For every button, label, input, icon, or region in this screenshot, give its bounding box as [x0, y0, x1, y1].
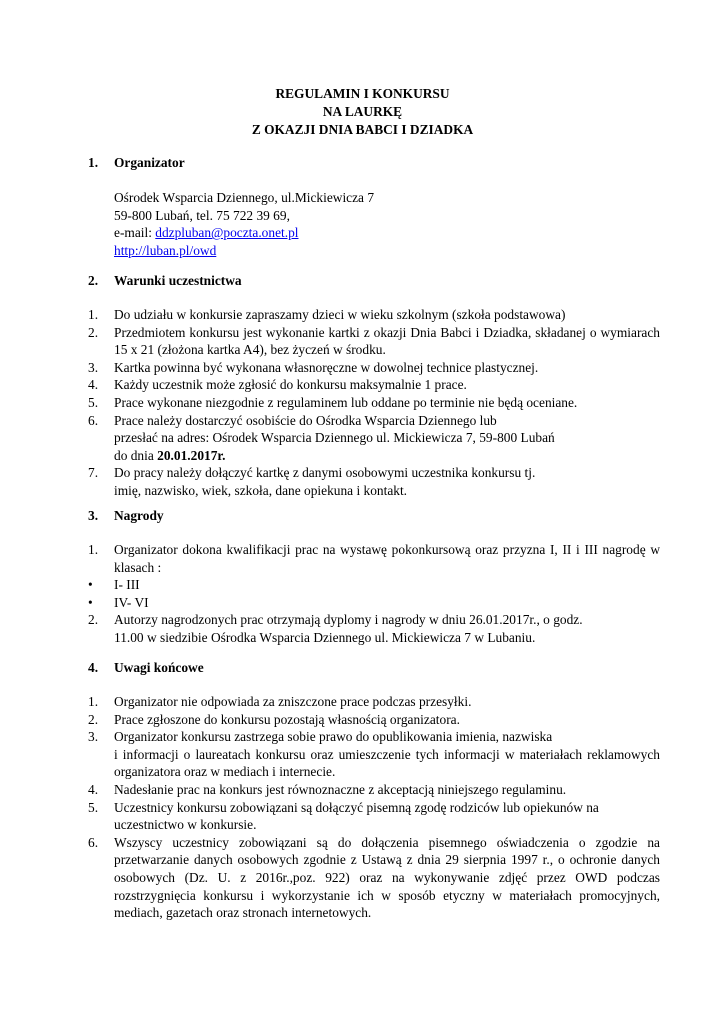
deadline-date: 20.01.2017r.	[157, 447, 226, 463]
section-title: Warunki uczestnictwa	[114, 273, 242, 288]
website-link[interactable]: http://luban.pl/owd	[114, 242, 217, 258]
list-item: 6. Prace należy dostarczyć osobiście do Ośrodka Wsparcia Dziennego lub przesłać na adres: Ośrodek Wsparcia Dziennego ul. Mickiewicza 7, 59-800 Lubań do dnia 20.01.2017r.	[88, 412, 660, 465]
list-item: 5. Prace wykonane niezgodnie z regulaminem lub oddane po terminie nie będą oceniane.	[88, 394, 578, 410]
prizes-list	[88, 541, 660, 647]
doc-title-line-1: REGULAMIN I KONKURSU	[275, 86, 450, 101]
section-warunki-heading	[88, 272, 660, 290]
email-label: e-mail:	[114, 225, 156, 241]
section-nagrody-heading	[88, 507, 660, 525]
section-organizator-heading	[88, 154, 660, 172]
list-item: 3. Kartka powinna być wykonana własnoręczne w dowolnej technice plastycznej.	[88, 359, 539, 375]
bullet-icon: •	[88, 594, 93, 610]
email-link[interactable]: ddzpluban@poczta.onet.pl	[155, 225, 299, 241]
organizer-address	[114, 189, 660, 259]
list-item: 6. Wszyscy uczestnicy zobowiązani są do dołączenia pisemnego oświadczenia o zgodzie na przetwarzanie danych osobowych zgodnie z Ustawą z dnia 29 sierpnia 1997 r., o ochronie danych osobowych (Dz. U. z 2016r.,poz. 922) oraz na wykonywanie zdjęć przez OWD podczas rozstrzygnięcia konkursu i wykorzystanie ich w sposób etyczny w materiałach promocyjnych, mediach, gazetach oraz stronach internetowych.	[88, 834, 660, 921]
section-uwagi-heading	[88, 659, 660, 677]
list-item: 1. Organizator nie odpowiada za zniszczone prace podczas przesyłki.	[88, 694, 472, 709]
section-title: Nagrody	[114, 508, 164, 523]
list-item: 2. Prace zgłoszone do konkursu pozostają własnością organizatora.	[88, 711, 460, 727]
list-item: 2. Przedmiotem konkursu jest wykonanie kartki z okazji Dnia Babci i Dziadka, składanej o wymiarach 15 x 21 (złożona kartka A4), bez życzeń w środku.	[88, 324, 660, 358]
list-item: 1. Organizator dokona kwalifikacji prac na wystawę pokonkursową oraz przyzna I, II i III nagrodę w klasach :	[88, 542, 660, 575]
bullet-item: • IV- VI	[88, 594, 149, 610]
section-number: 3.	[88, 508, 99, 523]
list-item: 1. Do udziału w konkursie zapraszamy dzieci w wieku szkolnym (szkoła podstawowa)	[88, 307, 566, 322]
final-notes-list	[88, 693, 660, 922]
list-item: 3. Organizator konkursu zastrzega sobie prawo do opublikowania imienia, nazwiska i informacji o laureatach konkursu oraz umieszczenie tych informacji w materiałach reklamowych organizatora oraz w mediach i internecie.	[88, 729, 660, 780]
email-line	[114, 224, 660, 242]
bullet-item: • I- III	[88, 577, 140, 593]
conditions-list	[88, 306, 660, 500]
section-number: 1.	[88, 155, 99, 170]
deadline-line: do dnia 20.01.2017r.	[114, 447, 226, 463]
doc-title-line-3: Z OKAZJI DNIA BABCI I DZIADKA	[251, 122, 474, 137]
section-title: Organizator	[114, 155, 185, 170]
doc-title-line-2: NA LAURKĘ	[322, 104, 403, 119]
address-line-2: 59-800 Lubań, tel. 75 722 39 69,	[114, 207, 290, 223]
bullet-icon: •	[88, 577, 93, 593]
list-item: 5. Uczestnicy konkursu zobowiązani są dołączyć pisemną zgodę rodziców lub opiekunów na uczestnictwo w konkursie.	[88, 799, 599, 833]
list-item: 2. Autorzy nagrodzonych prac otrzymają dyplomy i nagrody w dniu 26.01.2017r., o godz. 11.00 w siedzibie Ośrodka Wsparcia Dziennego ul. Mickiewicza 7 w Lubaniu.	[88, 612, 583, 645]
list-item: 4. Nadesłanie prac na konkurs jest równoznaczne z akceptacją niniejszego regulaminu.	[88, 781, 567, 797]
section-title: Uwagi końcowe	[114, 660, 204, 675]
list-item: 7. Do pracy należy dołączyć kartkę z danymi osobowymi uczestnika konkursu tj. imię, nazwisko, wiek, szkoła, dane opiekuna i kontakt.	[88, 465, 536, 498]
list-item: 4. Każdy uczestnik może zgłosić do konkursu maksymalnie 1 prace.	[88, 377, 467, 393]
section-number: 2.	[88, 273, 99, 288]
section-number: 4.	[88, 660, 99, 675]
address-line-1: Ośrodek Wsparcia Dziennego, ul.Mickiewicza 7	[114, 190, 375, 205]
